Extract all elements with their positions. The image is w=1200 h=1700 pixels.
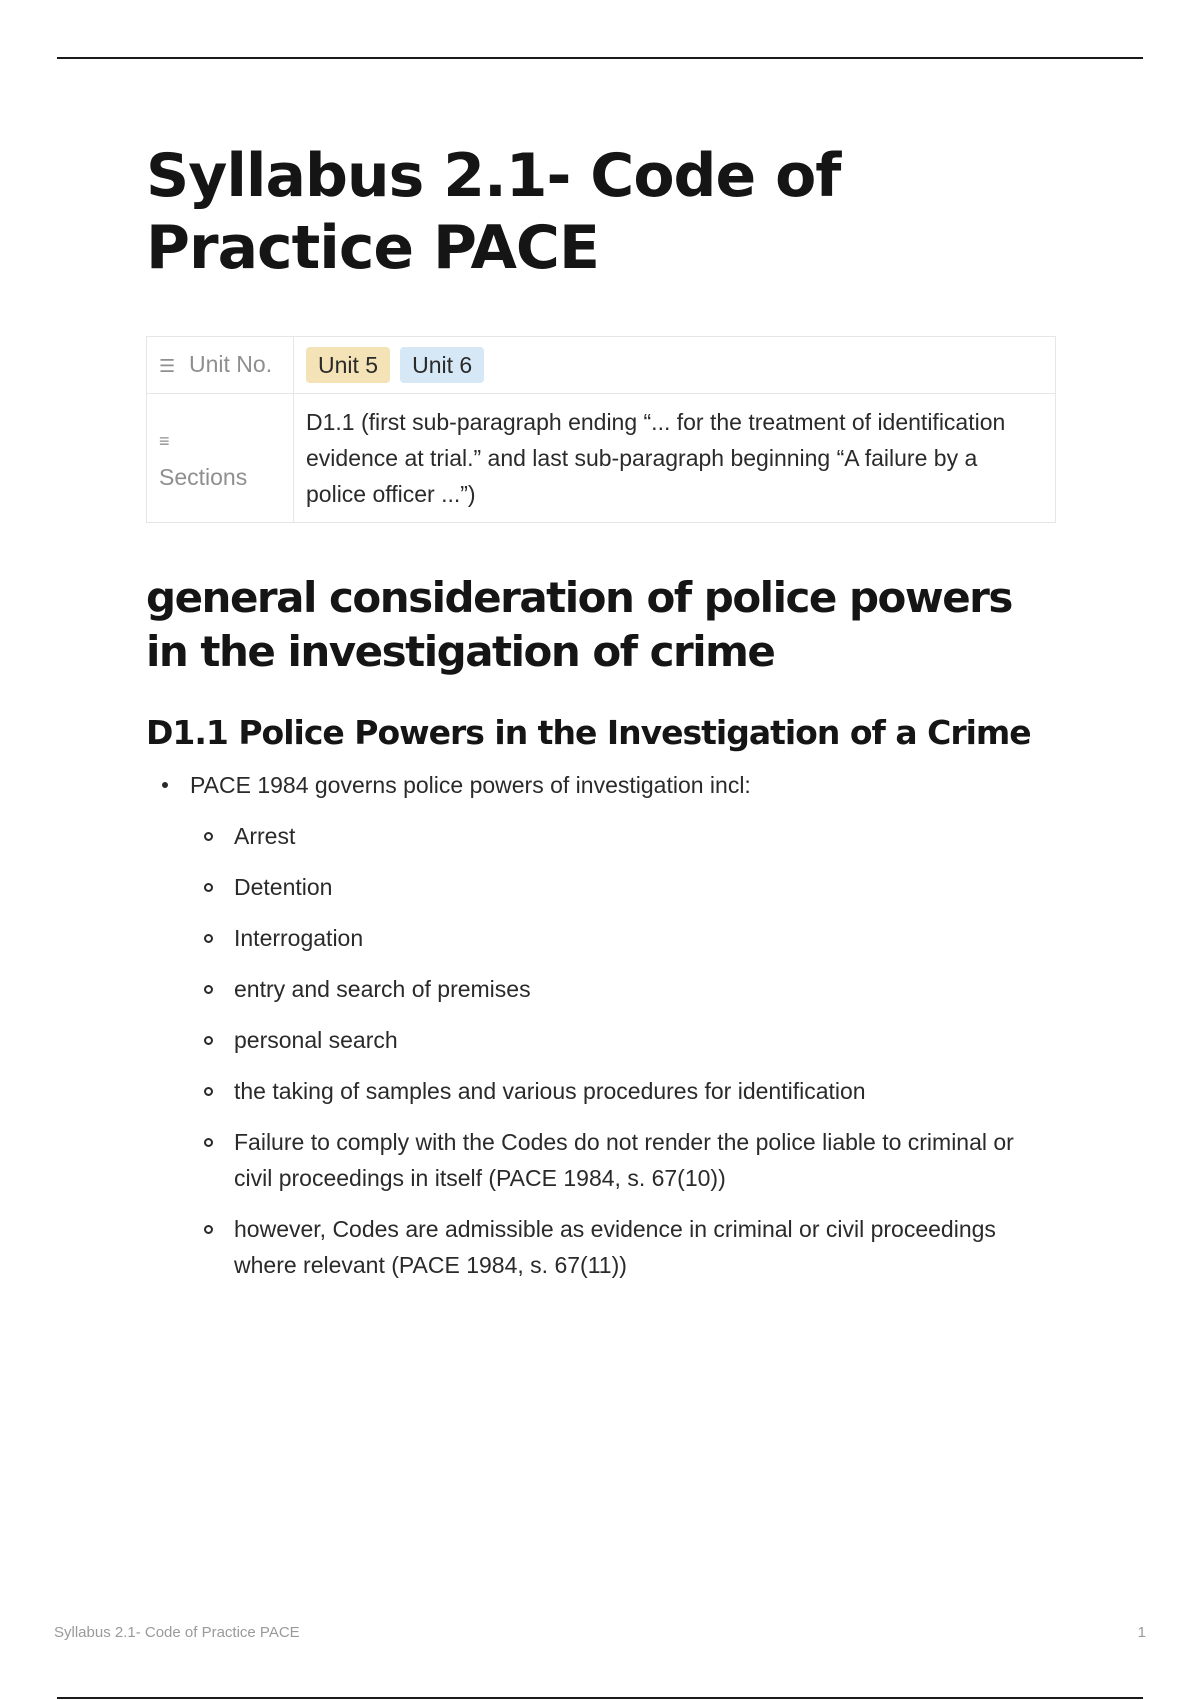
bullet-circle-icon	[204, 985, 213, 994]
bottom-rule	[57, 1697, 1143, 1699]
sub-bullet-list	[190, 818, 1056, 1283]
property-value-unit[interactable]	[294, 337, 1056, 394]
list-item	[190, 1124, 1056, 1196]
property-label-sections: Sections	[159, 464, 248, 490]
property-name-sections	[147, 394, 294, 523]
tag-unit-6[interactable]: Unit 6	[400, 347, 484, 383]
footer-page-number: 1	[1137, 1624, 1146, 1641]
top-rule	[57, 57, 1143, 59]
properties-table	[146, 336, 1056, 523]
bullet-circle-icon	[204, 1225, 213, 1234]
sub-bullet-text: Arrest	[234, 823, 296, 849]
footer-title: Syllabus 2.1- Code of Practice PACE	[54, 1624, 300, 1641]
list-icon: ☰	[159, 356, 176, 376]
list-item	[190, 1073, 1056, 1109]
bullet-text: PACE 1984 governs police powers of investigation incl:	[190, 772, 751, 798]
bullet-circle-icon	[204, 934, 213, 943]
tag-unit-5[interactable]: Unit 5	[306, 347, 390, 383]
sub-bullet-text: Detention	[234, 874, 333, 900]
bullet-circle-icon	[204, 1036, 213, 1045]
bullet-circle-icon	[204, 1138, 213, 1147]
list-item	[190, 971, 1056, 1007]
bullet-circle-icon	[204, 1087, 213, 1096]
sub-bullet-text: entry and search of premises	[234, 976, 531, 1002]
sub-bullet-text: however, Codes are admissible as evidence in criminal or civil proceedings where relevant (PACE 1984, s. 67(11))	[234, 1216, 996, 1278]
bullet-list	[146, 767, 1056, 1283]
list-item	[190, 1211, 1056, 1283]
property-row-unit	[147, 337, 1056, 394]
list-item	[190, 1022, 1056, 1058]
list-item	[190, 920, 1056, 956]
text-lines-icon: ≡	[159, 431, 170, 451]
sub-bullet-text: Failure to comply with the Codes do not render the police liable to criminal or civil proceedings in itself (PACE 1984, s. 67(10))	[234, 1129, 1014, 1191]
list-item	[190, 869, 1056, 905]
sub-bullet-text: Interrogation	[234, 925, 364, 951]
sub-bullet-text: personal search	[234, 1027, 398, 1053]
property-label-unit: Unit No.	[189, 351, 273, 377]
page-title: Syllabus 2.1- Code of Practice PACE	[146, 141, 841, 283]
heading-2: D1.1 Police Powers in the Investigation of a Crime	[146, 713, 1031, 752]
page-content	[146, 140, 1056, 1298]
bullet-dot-icon	[162, 782, 168, 788]
sub-bullet-text: the taking of samples and various procedures for identification	[234, 1078, 866, 1104]
bullet-circle-icon	[204, 883, 213, 892]
property-value-sections[interactable]: D1.1 (first sub-paragraph ending “... for the treatment of identification evidence at trial.” and last sub-paragraph beginning “A failure by a police officer ...”)	[294, 394, 1056, 523]
bullet-circle-icon	[204, 832, 213, 841]
property-name-unit	[147, 337, 294, 394]
property-row-sections	[147, 394, 1056, 523]
list-item	[146, 767, 1056, 1283]
heading-1: general consideration of police powers in the investigation of crime	[146, 573, 1012, 676]
list-item	[190, 818, 1056, 854]
